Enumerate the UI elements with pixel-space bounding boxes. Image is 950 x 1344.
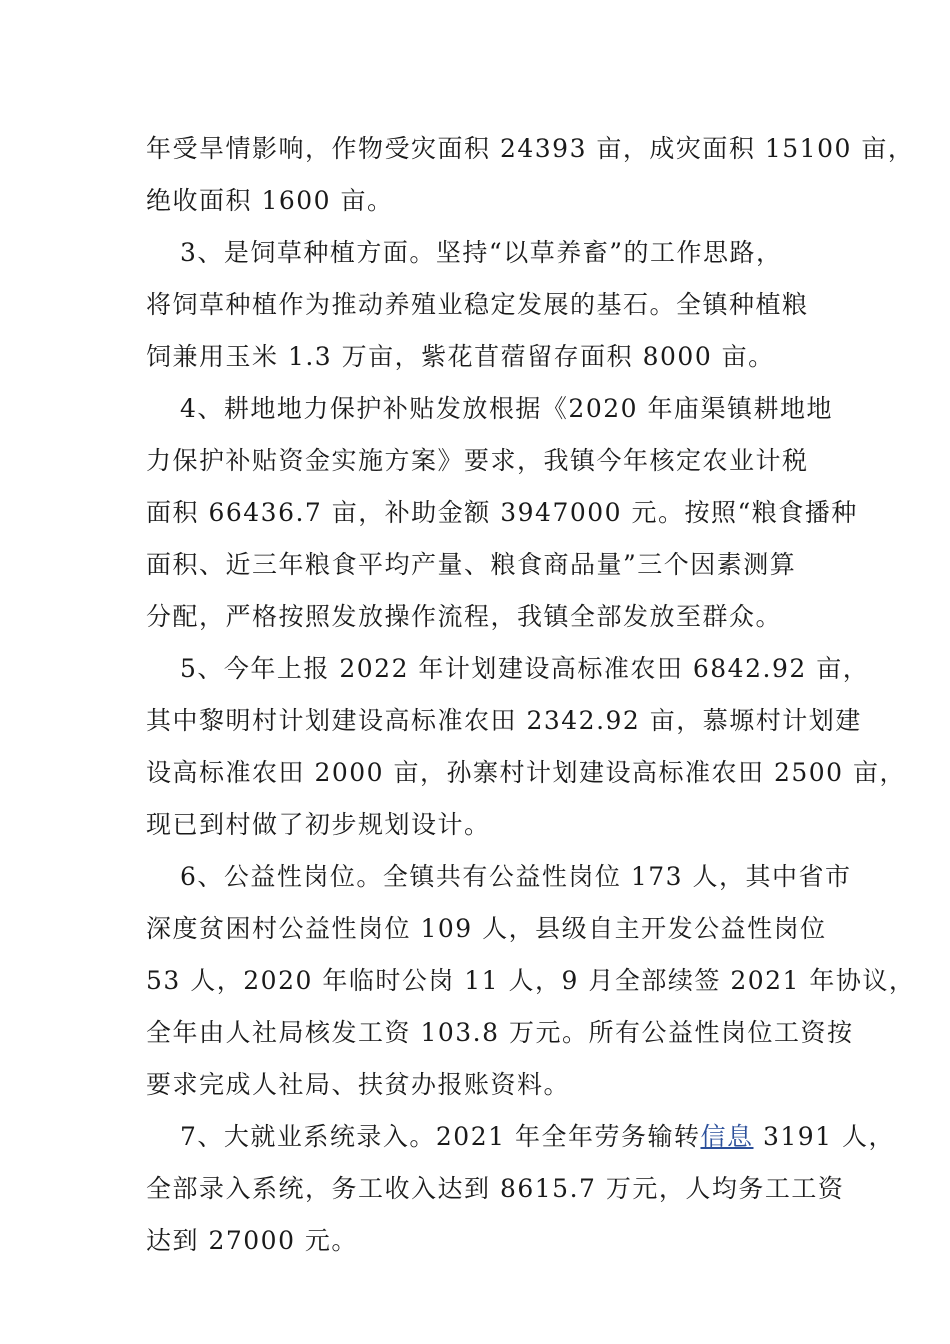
text-line: 面积 66436.7 亩，补助金额 3947000 元。按照“粮食播种 [146, 498, 858, 527]
text-line: 面积、近三年粮食平均产量、粮食商品量”三个因素测算 [146, 550, 797, 579]
text-line: 设高标准农田 2000 亩，孙寨村计划建设高标准农田 2500 亩， [146, 758, 907, 787]
text-line: 分配，严格按照发放操作流程，我镇全部发放至群众。 [146, 602, 783, 631]
text-line: 年受旱情影响，作物受灾面积 24393 亩，成灾面积 15100 亩， [146, 134, 915, 163]
paragraph-4-start: 4、耕地地力保护补贴发放根据《2020 年庙渠镇耕地地 [180, 394, 833, 423]
text-line: 全年由人社局核发工资 103.8 万元。所有公益性岗位工资按 [146, 1018, 854, 1047]
text-line: 要求完成人社局、扶贫办报账资料。 [146, 1070, 571, 1099]
info-link[interactable]: 信息 [700, 1122, 754, 1151]
paragraph-7-text-tail: 3191 人， [753, 1122, 896, 1151]
text-line: 53 人，2020 年临时公岗 11 人，9 月全部续签 2021 年协议， [146, 966, 916, 995]
paragraph-6-start: 6、公益性岗位。全镇共有公益性岗位 173 人，其中省市 [180, 862, 852, 891]
text-line: 绝收面积 1600 亩。 [146, 186, 394, 215]
text-line: 全部录入系统，务工收入达到 8615.7 万元，人均务工工资 [146, 1174, 845, 1203]
paragraph-3-start: 3、是饲草种植方面。坚持“以草养畜”的工作思路， [180, 238, 783, 267]
text-line: 饲兼用玉米 1.3 万亩，紫花苜蓿留存面积 8000 亩。 [146, 342, 775, 371]
paragraph-7-text: 7、大就业系统录入。2021 年全年劳务输转 [180, 1122, 701, 1151]
text-line: 其中黎明村计划建设高标准农田 2342.92 亩，慕塬村计划建 [146, 706, 862, 735]
paragraph-7-start [180, 1121, 895, 1153]
text-line: 力保护补贴资金实施方案》要求，我镇今年核定农业计税 [146, 446, 809, 475]
text-line: 现已到村做了初步规划设计。 [146, 810, 491, 839]
text-line: 深度贫困村公益性岗位 109 人，县级自主开发公益性岗位 [146, 914, 827, 943]
text-line: 达到 27000 元。 [146, 1226, 358, 1255]
paragraph-5-start: 5、今年上报 2022 年计划建设高标准农田 6842.92 亩， [180, 654, 870, 683]
text-line: 将饲草种植作为推动养殖业稳定发展的基石。全镇种植粮 [146, 290, 809, 319]
